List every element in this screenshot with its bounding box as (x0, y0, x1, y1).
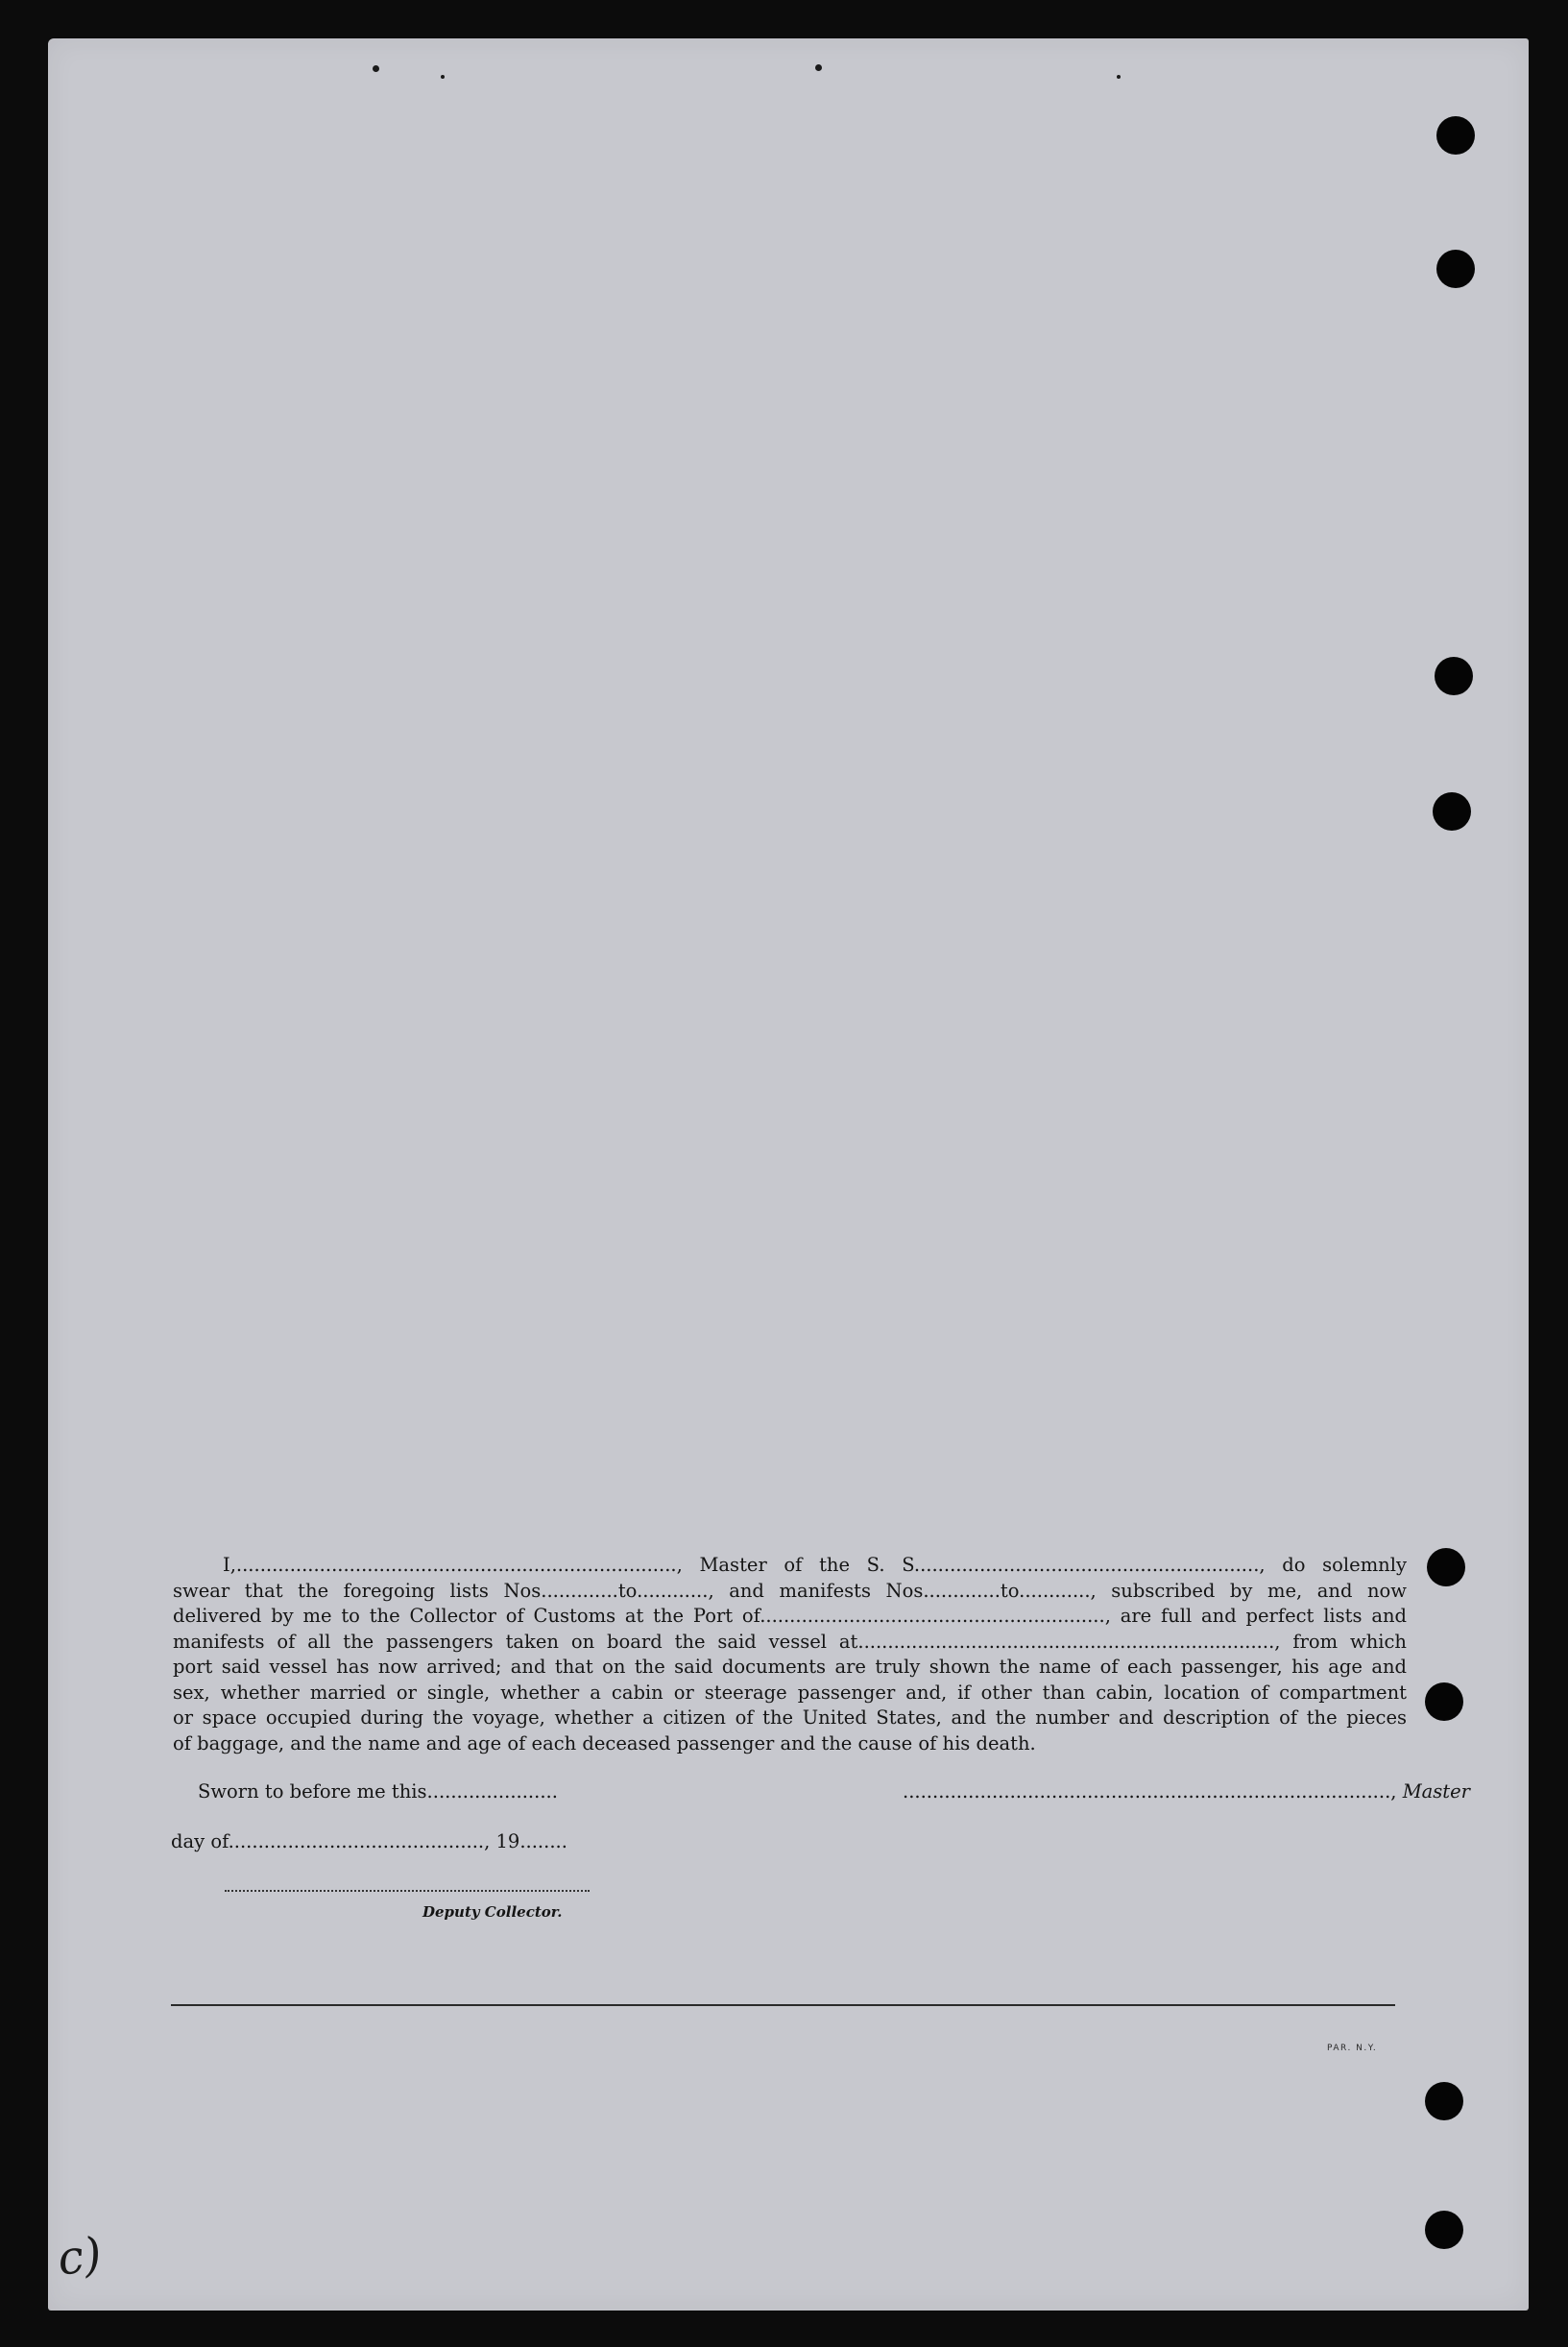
oath-line: or space occupied during the voyage, whether a citizen of the United States, and the number and description of the pieces (173, 1706, 1407, 1729)
master-signature-line (903, 1780, 1470, 1803)
punch-hole (1425, 1682, 1463, 1721)
oath-line: delivered by me to the Collector of Customs at the Port of.........................................................., are full and perfect lists and (173, 1605, 1407, 1627)
punch-hole (1435, 657, 1473, 695)
printer-mark: PAR. N.Y. (1327, 2044, 1378, 2053)
oath-line: I,.........................................................................., Master of the S. S.........................................................., do solemnly (223, 1554, 1407, 1576)
punch-hole (1433, 792, 1471, 831)
speck (815, 64, 822, 71)
speck (441, 75, 445, 79)
deputy-signature-line (225, 1890, 590, 1892)
horizontal-rule (171, 2004, 1395, 2006)
oath-line: of baggage, and the name and age of each deceased passenger and the cause of his death. (173, 1731, 1036, 1754)
oath-line: port said vessel has now arrived; and that on the said documents are truly shown the name of each passenger, his age and (173, 1656, 1407, 1678)
oath-paragraph (173, 1553, 1407, 1756)
deputy-collector-label: Deputy Collector. (422, 1903, 563, 1921)
master-dots: .................................................................................., (903, 1780, 1397, 1803)
oath-line: swear that the foregoing lists Nos.............to............, and manifests Nos.............to............, subscribed by me, and now (173, 1579, 1407, 1602)
speck (373, 65, 379, 72)
sworn-line (198, 1780, 558, 1803)
punch-hole (1425, 2082, 1463, 2120)
punch-hole (1436, 250, 1475, 288)
oath-line: sex, whether married or single, whether a cabin or steerage passenger and, if other than cabin, location of compartment (173, 1681, 1407, 1704)
sworn-text: Sworn to before me this...................... (198, 1780, 558, 1803)
speck (1117, 75, 1121, 79)
master-label: Master (1402, 1780, 1470, 1803)
day-text: day of..........................................., 19........ (171, 1830, 567, 1852)
oath-line: manifests of all the passengers taken on board the said vessel at......................................................................, from which (173, 1630, 1407, 1653)
punch-hole (1427, 1548, 1465, 1586)
punch-hole (1425, 2211, 1463, 2249)
day-line (171, 1830, 567, 1852)
punch-hole (1436, 116, 1475, 155)
paper-sheet (48, 38, 1529, 2311)
handwritten-mark: c) (54, 2227, 106, 2287)
